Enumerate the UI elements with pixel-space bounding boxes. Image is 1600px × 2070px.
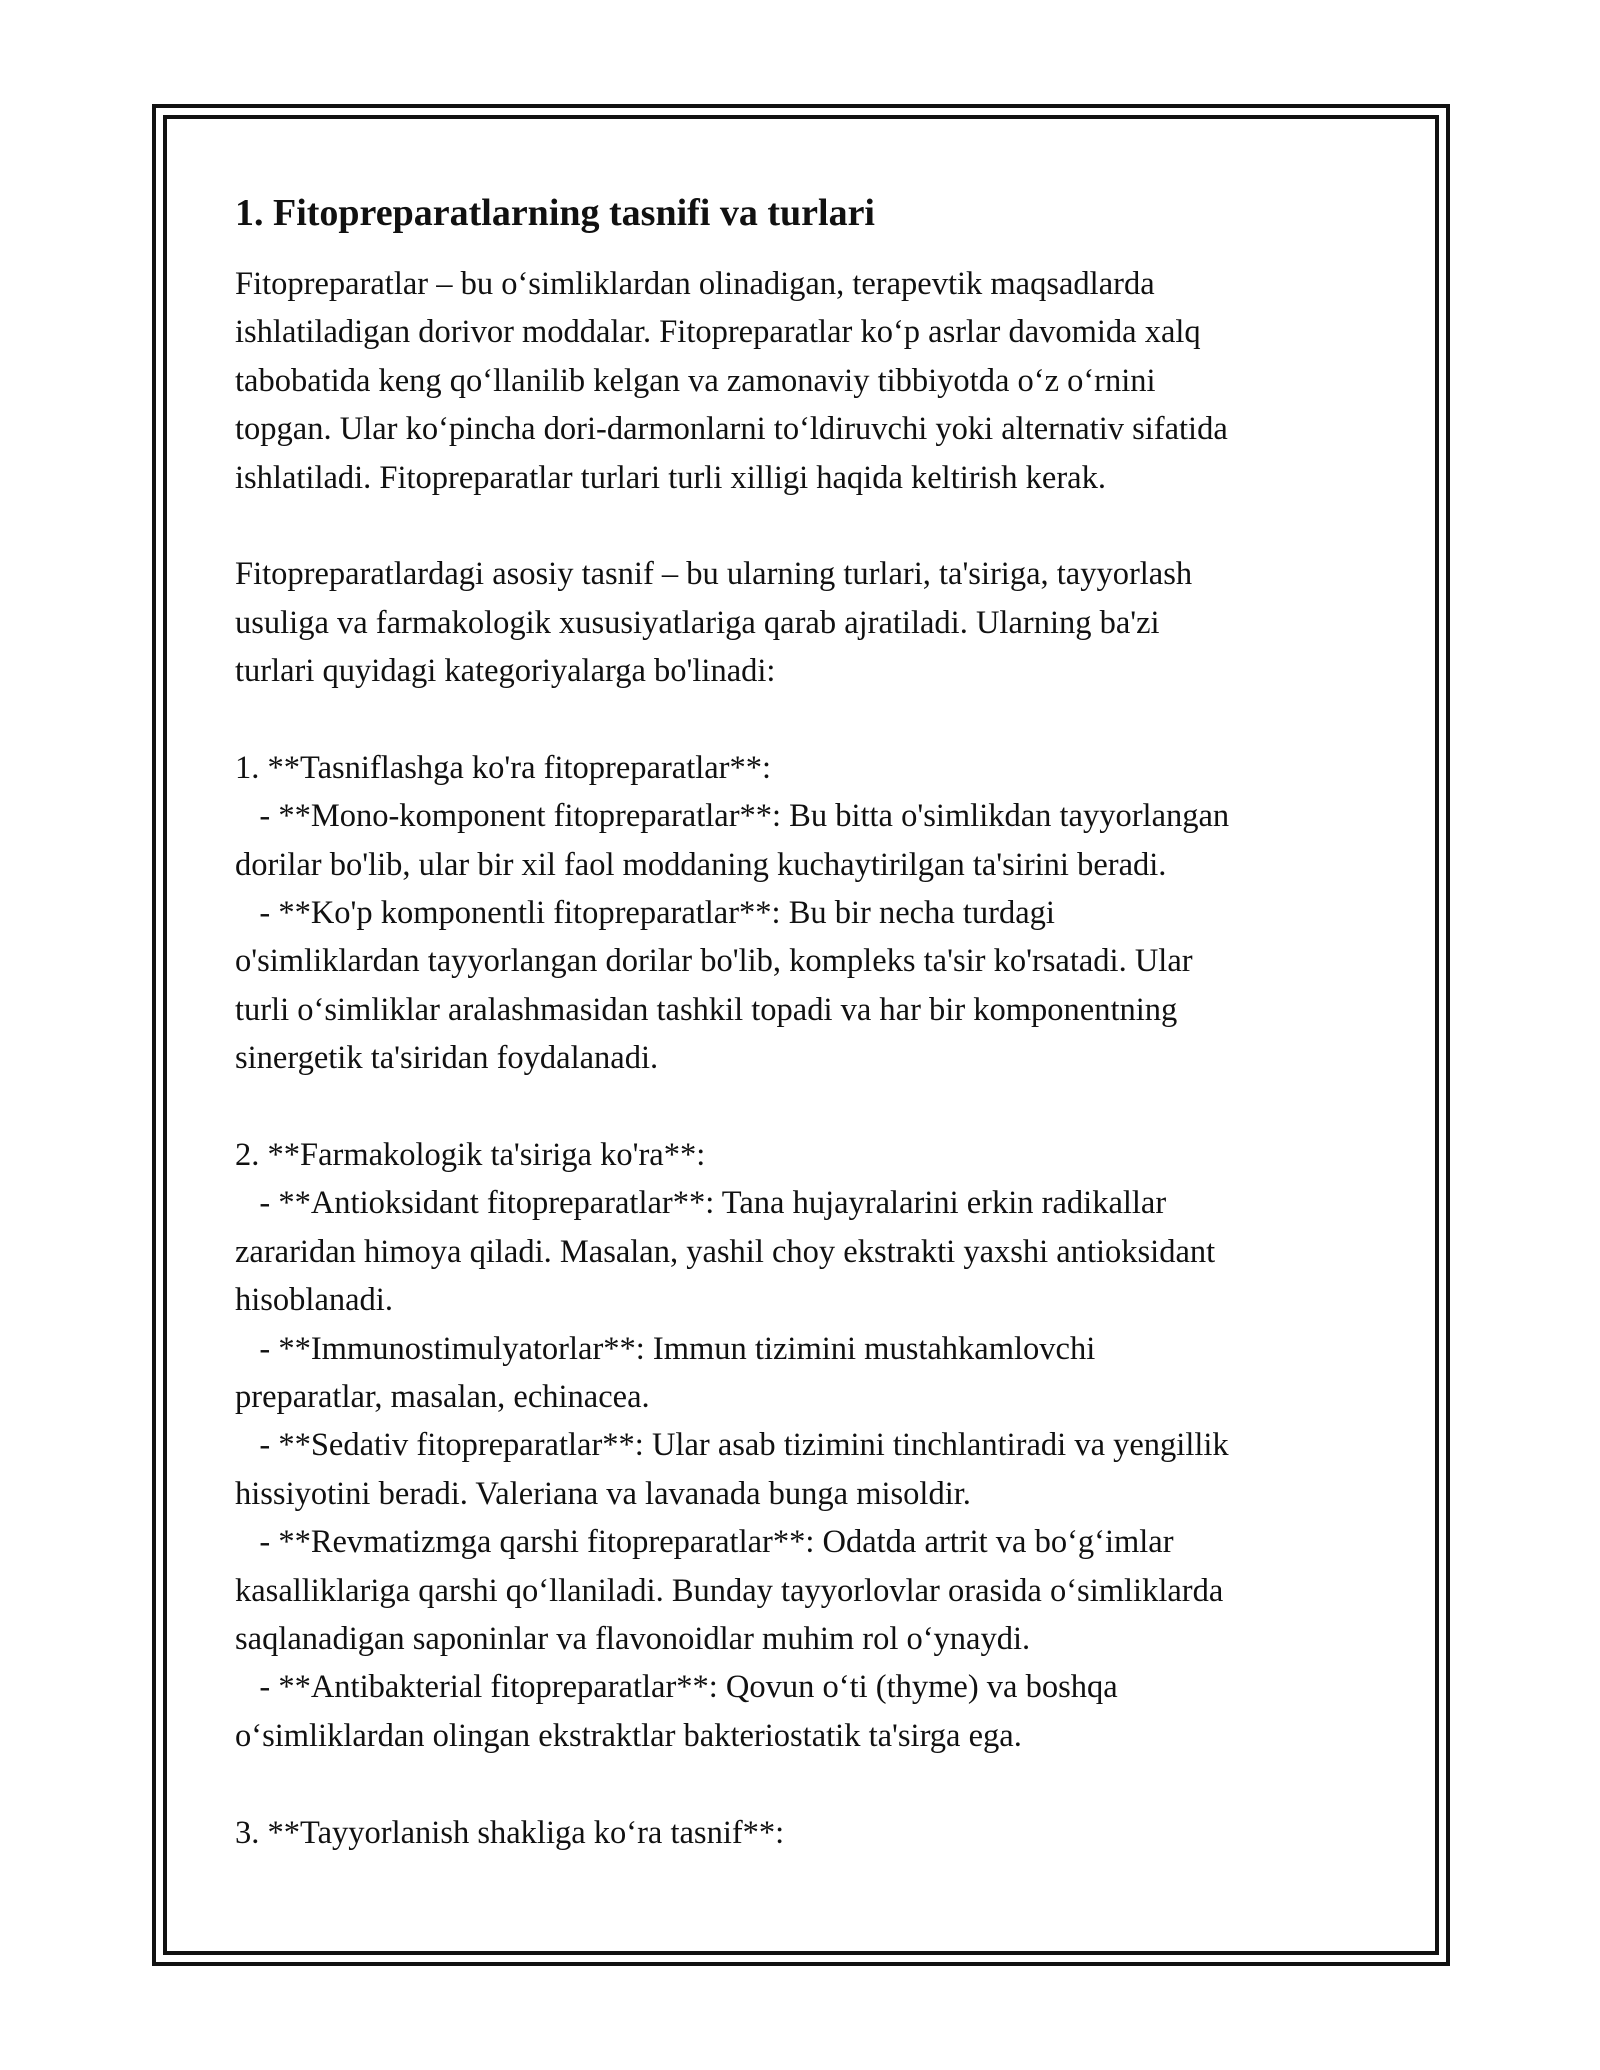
paragraph-spacer	[235, 1083, 1380, 1131]
text-line: dorilar bo'lib, ular bir xil faol moddaning kuchaytirilgan ta'sirini beradi.	[235, 846, 1167, 883]
text-line: - **Mono-komponent fitopreparatlar**: Bu bitta o'simlikdan tayyorlangan	[235, 798, 1230, 835]
paragraph	[235, 550, 1380, 695]
text-line: Fitopreparatlardagi asosiy tasnif – bu ularning turlari, ta'siriga, tayyorlash	[235, 556, 1193, 593]
paragraph	[235, 1809, 1380, 1857]
text-line: hissiyotini beradi. Valeriana va lavanada bunga misoldir.	[235, 1475, 971, 1512]
text-line: tabobatida keng qo‘llanilib kelgan va zamonaviy tibbiyotda o‘z o‘rnini	[235, 362, 1156, 399]
text-line: - **Sedativ fitopreparatlar**: Ular asab tizimini tinchlantiradi va yengillik	[235, 1427, 1229, 1464]
document-text	[235, 260, 1380, 1857]
text-line: preparatlar, masalan, echinacea.	[235, 1378, 650, 1415]
document-body	[235, 188, 1380, 1857]
text-line: 2. **Farmakologik ta'siriga ko'ra**:	[235, 1137, 706, 1174]
text-line: ishlatiladi. Fitopreparatlar turlari turli xilligi haqida keltirish kerak.	[235, 459, 1106, 496]
paragraph	[235, 1131, 1380, 1760]
paragraph	[235, 260, 1380, 502]
paragraph-spacer	[235, 696, 1380, 744]
text-line: - **Ko'p komponentli fitopreparatlar**: Bu bir necha turdagi	[235, 895, 1055, 932]
text-line: o'simliklardan tayyorlangan dorilar bo'lib, kompleks ta'sir ko'rsatadi. Ular	[235, 943, 1193, 980]
text-line: zararidan himoya qiladi. Masalan, yashil choy ekstrakti yaxshi antioksidant	[235, 1233, 1216, 1270]
text-line: turli o‘simliklar aralashmasidan tashkil topadi va har bir komponentning	[235, 991, 1178, 1028]
text-line: topgan. Ular ko‘pincha dori-darmonlarni to‘ldiruvchi yoki alternativ sifatida	[235, 411, 1228, 448]
text-line: kasalliklariga qarshi qo‘llaniladi. Bunday tayyorlovlar orasida o‘simliklarda	[235, 1572, 1224, 1609]
text-line: - **Immunostimulyatorlar**: Immun tizimini mustahkamlovchi	[235, 1330, 1096, 1367]
text-line: - **Antibakterial fitopreparatlar**: Qovun o‘ti (thyme) va boshqa	[235, 1669, 1118, 1706]
text-line: usuliga va farmakologik xususiyatlariga qarab ajratiladi. Ularning ba'zi	[235, 604, 1160, 641]
text-line: ishlatiladigan dorivor moddalar. Fitopreparatlar ko‘p asrlar davomida xalq	[235, 314, 1201, 351]
text-line: hisoblanadi.	[235, 1282, 393, 1319]
text-line: Fitopreparatlar – bu o‘simliklardan olinadigan, terapevtik maqsadlarda	[235, 266, 1155, 302]
text-line: sinergetik ta'siridan foydalanadi.	[235, 1040, 659, 1077]
paragraph	[235, 744, 1380, 1083]
section-heading: 1. Fitopreparatlarning tasnifi va turlari	[235, 192, 875, 234]
text-line: - **Revmatizmga qarshi fitopreparatlar**: Odatda artrit va bo‘g‘imlar	[235, 1524, 1174, 1561]
paragraph-spacer	[235, 1760, 1380, 1808]
text-line: turlari quyidagi kategoriyalarga bo'linadi:	[235, 653, 776, 690]
paragraph-spacer	[235, 502, 1380, 550]
text-line: saqlanadigan saponinlar va flavonoidlar muhim rol o‘ynaydi.	[235, 1620, 1031, 1657]
text-line: 1. **Tasniflashga ko'ra fitopreparatlar**:	[235, 749, 772, 786]
text-line: - **Antioksidant fitopreparatlar**: Tana hujayralarini erkin radikallar	[235, 1185, 1167, 1222]
text-line: 3. **Tayyorlanish shakliga ko‘ra tasnif**:	[235, 1814, 785, 1851]
text-line: o‘simliklardan olingan ekstraktlar bakteriostatik ta'sirga ega.	[235, 1717, 1022, 1754]
